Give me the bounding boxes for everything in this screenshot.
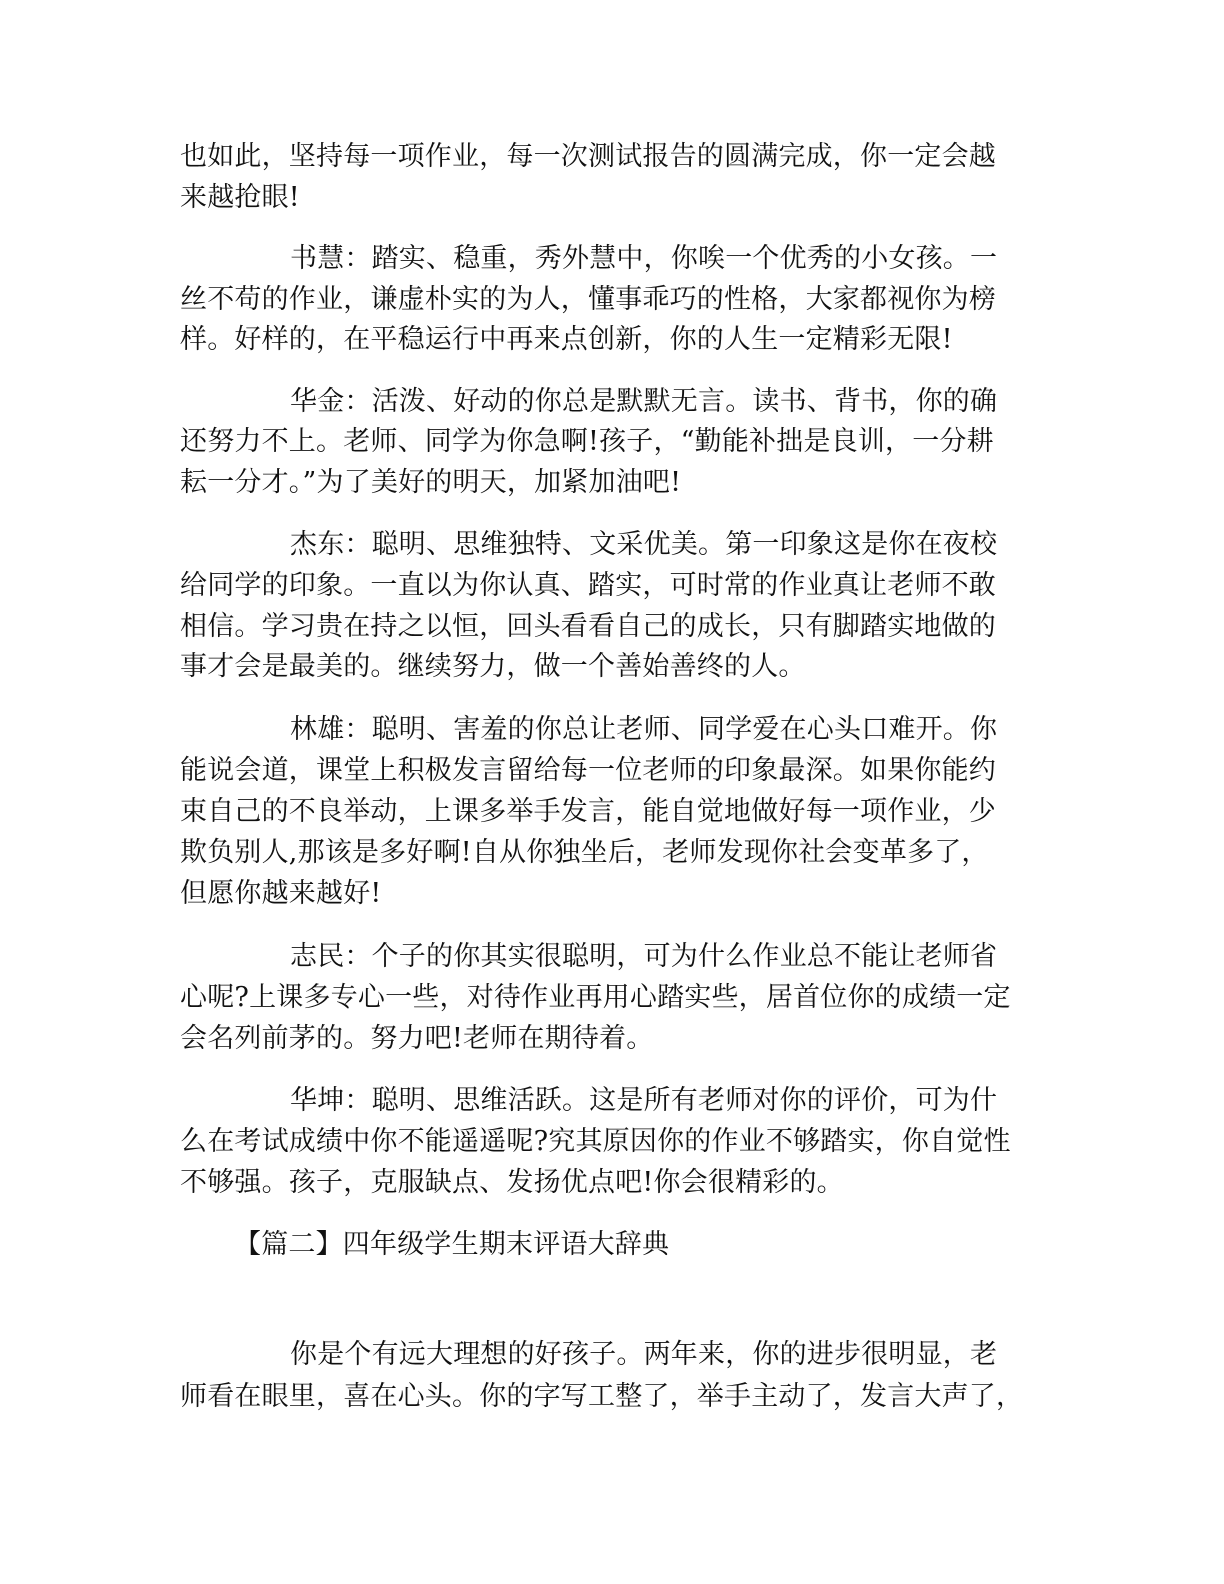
text-line: 耘一分才。”为了美好的明天，加紧加油吧!: [180, 467, 682, 498]
text-line: 么在考试成绩中你不能遥遥呢?究其原因你的作业不够踏实，你自觉性: [180, 1126, 1011, 1157]
text-line: 事才会是最美的。继续努力，做一个善始善终的人。: [180, 651, 806, 682]
text-line: 不够强。孩子，克服缺点、发扬优点吧!你会很精彩的。: [180, 1167, 844, 1198]
text-line: 林雄：聪明、害羞的你总让老师、同学爱在心头口难开。你: [290, 714, 998, 745]
text-line: 会名列前茅的。努力吧!老师在期待着。: [180, 1023, 654, 1054]
text-line: 你是个有远大理想的好孩子。两年来，你的进步很明显，老: [290, 1339, 998, 1370]
text-line: 也如此，坚持每一项作业，每一次测试报告的圆满完成，你一定会越: [180, 141, 996, 172]
text-line: 欺负别人,那该是多好啊!自从你独坐后，老师发现你社会变革多了，: [180, 837, 989, 868]
text-line: 心呢?上课多专心一些，对待作业再用心踏实些，居首位你的成绩一定: [180, 982, 1011, 1013]
section-heading: 【篇二】四年级学生期末评语大辞典: [234, 1229, 670, 1260]
text-line: 还努力不上。老师、同学为你急啊!孩子，“勤能补拙是良训，一分耕: [180, 426, 994, 457]
text-line: 束自己的不良举动，上课多举手发言，能自觉地做好每一项作业，少: [180, 796, 996, 827]
text-line: 师看在眼里，喜在心头。你的字写工整了，举手主动了，发言大声了，: [180, 1381, 1024, 1412]
text-line: 华金：活泼、好动的你总是默默无言。读书、背书，你的确: [290, 386, 998, 417]
text-line: 来越抢眼!: [180, 182, 300, 213]
text-line: 书慧：踏实、稳重，秀外慧中，你唉一个优秀的小女孩。一: [290, 243, 998, 274]
text-line: 给同学的印象。一直以为你认真、踏实，可时常的作业真让老师不敢: [180, 570, 996, 601]
text-line: 能说会道，课堂上积极发言留给每一位老师的印象最深。如果你能约: [180, 755, 996, 786]
text-line: 华坤：聪明、思维活跃。这是所有老师对你的评价，可为什: [290, 1085, 998, 1116]
text-line: 但愿你越来越好!: [180, 878, 382, 909]
text-line: 丝不苟的作业，谦虚朴实的为人，懂事乖巧的性格，大家都视你为榜: [180, 284, 996, 315]
text-line: 志民：个子的你其实很聪明，可为什么作业总不能让老师省: [290, 941, 998, 972]
text-line: 样。好样的，在平稳运行中再来点创新，你的人生一定精彩无限!: [180, 324, 953, 355]
text-line: 杰东：聪明、思维独特、文采优美。第一印象这是你在夜校: [290, 529, 998, 560]
text-line: 相信。学习贵在持之以恒，回头看看自己的成长，只有脚踏实地做的: [180, 611, 996, 642]
